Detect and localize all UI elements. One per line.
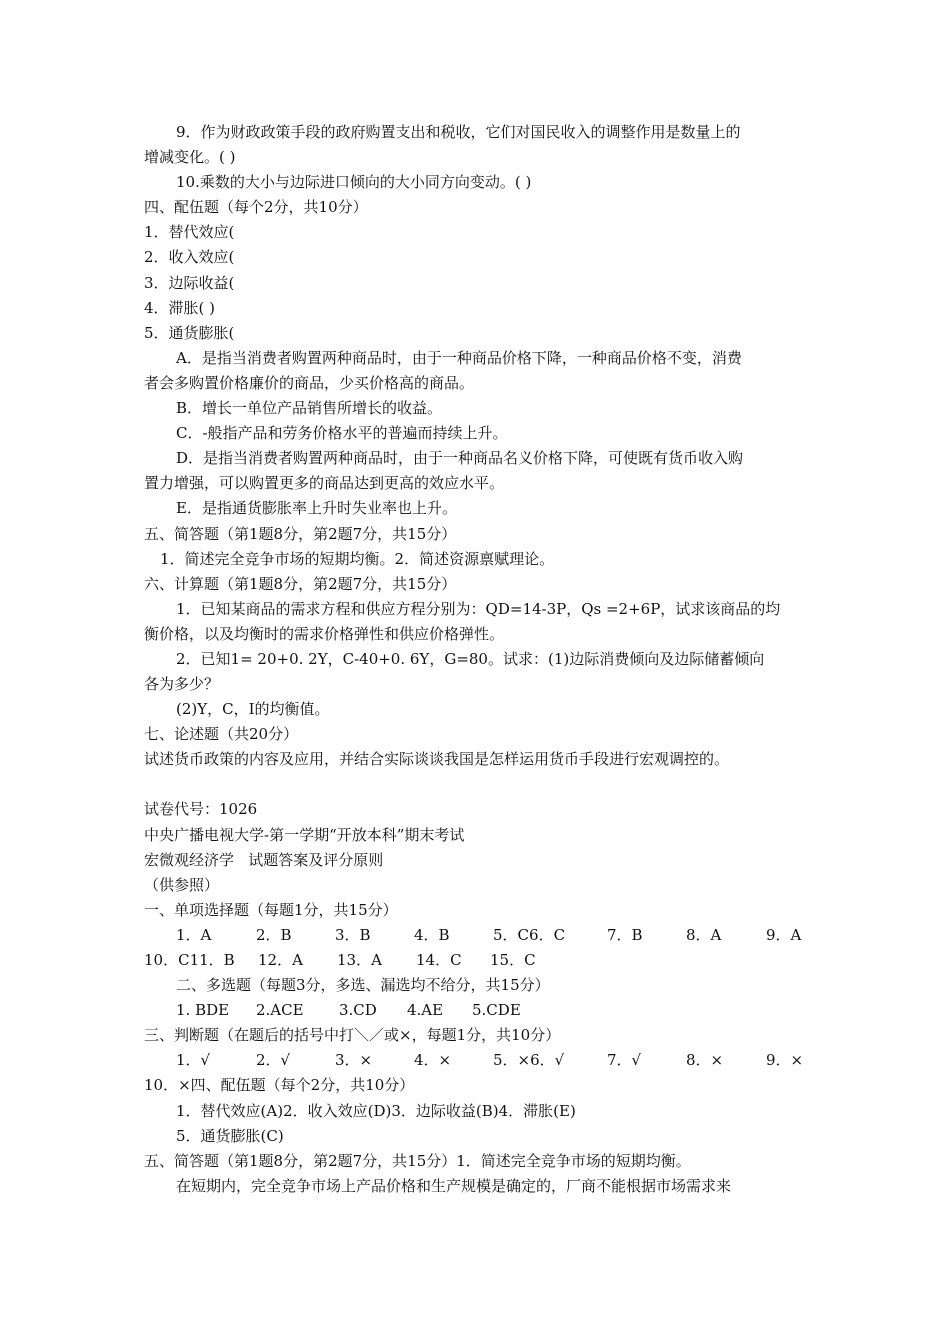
spacer — [144, 772, 810, 797]
section-7-title: 七、论述题（共20分） — [144, 725, 299, 744]
answer-section-1-row-2 — [144, 948, 810, 973]
answer-item: 12．A — [258, 951, 303, 969]
calc-2-line-3: (2)Y，C，I的均衡值。 — [176, 700, 330, 719]
calc-1-line-2: 衡价格，以及均衡时的需求价格弹性和供应价格弹性。 — [144, 624, 505, 643]
calc-2-line-2: 各为多少？ — [144, 675, 220, 694]
question-9-line-1: 9．作为财政政策手段的政府购置支出和税收，它们对国民收入的调整作用是数量上的 — [176, 123, 741, 141]
option-c: C．-般指产品和劳务价格水平的普遍而持续上升。 — [176, 424, 508, 443]
essay-question: 试述货币政策的内容及应用，并结合实际谈谈我国是怎样运用货币手段进行宏观调控的。 — [144, 750, 730, 769]
answer-item: 10．C11．B — [144, 951, 235, 969]
answer-section-1-title: 一、单项选择题（每题1分，共15分） — [144, 900, 398, 919]
answer-item: 2.ACE — [256, 1001, 304, 1020]
exam-title: 中央广播电视大学-第一学期“开放本科”期末考试 — [144, 825, 465, 844]
section-4-title: 四、配伍题（每个2分，共10分） — [144, 198, 368, 217]
answer-section-2-title: 二、多选题（每题3分，多选、漏选均不给分，共15分） — [176, 976, 550, 995]
option-b: B．增长一单位产品销售所增长的收益。 — [176, 399, 443, 418]
section-6-title: 六、计算题（第1题8分，第2题7分，共15分） — [144, 574, 457, 593]
answer-item: 2．B — [256, 925, 292, 944]
answer-item: 3.CD — [339, 1001, 377, 1020]
answer-section-3-row-1 — [144, 1048, 810, 1073]
option-d-line-2: 置力增强，可以购置更多的商品达到更高的效应水平。 — [144, 474, 505, 493]
answer-item: 9．× — [766, 1051, 804, 1070]
answer-section-5-title: 五、简答题（第1题8分，第2题7分，共15分）1．简述完全竞争市场的短期均衡。 — [144, 1151, 691, 1170]
answer-section-4-row-1: 1．替代效应(A)2．收入效应(D)3．边际收益(B)4．滞胀(E) — [176, 1101, 576, 1120]
answer-item: 9．A — [766, 925, 802, 944]
answer-item: 14．C — [416, 951, 462, 969]
answer-item: 1. BDE — [176, 1001, 230, 1020]
answer-section-4-row-2: 5．通货膨胀(C) — [176, 1126, 284, 1145]
paper-code: 试卷代号：1026 — [144, 800, 258, 819]
answer-item: 1．√ — [176, 1051, 211, 1070]
match-item-4: 4．滞胀( ) — [144, 298, 216, 317]
answer-subject: 宏微观经济学 试题答案及评分原则 — [144, 850, 384, 869]
answer-item: 7．√ — [607, 1051, 642, 1070]
answer-section-2-row — [144, 998, 810, 1023]
answer-item: 4．× — [414, 1051, 452, 1070]
answer-item: 4.AE — [407, 1001, 444, 1020]
match-item-3: 3．边际收益( — [144, 273, 235, 292]
calc-1-line-1: 1．已知某商品的需求方程和供应方程分别为：QD=14-3P，Qs =2+6P，试求该商品的均 — [176, 599, 781, 618]
reference-note: （供参照） — [144, 875, 220, 894]
section-5-title: 五、简答题（第1题8分，第2题7分，共15分） — [144, 524, 457, 543]
option-e: E．是指通货膨胀率上升时失业率也上升。 — [176, 499, 457, 518]
answer-item: 8．× — [686, 1051, 724, 1070]
calc-2-line-1: 2．已知1= 20+0. 2Y，C-40+0. 6Y，G=80。试求：(1)边际消费倾向及边际储蓄倾向 — [176, 649, 765, 668]
question-10: 10.乘数的大小与边际进口倾向的大小同方向变动。( ) — [176, 173, 532, 192]
answer-section-3-row-2: 10．×四、配伍题（每个2分，共10分） — [144, 1076, 415, 1095]
answer-item: 8．A — [686, 925, 722, 944]
option-d-line-1: D．是指当消费者购置两种商品时，由于一种商品名义价格下降，可使既有货币收入购 — [176, 449, 744, 468]
answer-item: 3．B — [335, 925, 371, 944]
answer-item: 3．× — [335, 1051, 373, 1070]
answer-section-1-row-1 — [144, 923, 810, 948]
answer-item: 5.CDE — [472, 1001, 521, 1020]
answer-item: 4．B — [414, 925, 450, 944]
answer-item: 5．×6．√ — [493, 1051, 565, 1070]
option-a-line-1: A．是指当消费者购置两种商品时，由于一种商品价格下降，一种商品价格不变，消费 — [176, 348, 742, 367]
answer-item: 5．C6．C — [493, 925, 566, 944]
match-item-2: 2．收入效应( — [144, 248, 235, 267]
option-a-line-2: 者会多购置价格廉价的商品，少买价格高的商品。 — [144, 373, 475, 392]
answer-section-5-body: 在短期内，完全竞争市场上产品价格和生产规模是确定的，厂商不能根据市场需求来 — [176, 1176, 732, 1195]
match-item-5: 5．通货膨胀( — [144, 323, 235, 342]
answer-item: 15．C — [490, 951, 536, 969]
document-page — [144, 120, 810, 1199]
answer-section-3-title: 三、判断题（在题后的括号中打＼／或×，每题1分，共10分） — [144, 1026, 561, 1045]
answer-item: 2．√ — [256, 1051, 291, 1070]
question-9-line-2: 增减变化。( ) — [144, 148, 236, 167]
section-5-questions: 1．简述完全竞争市场的短期均衡。2．简述资源禀赋理论。 — [160, 549, 555, 568]
answer-item: 7．B — [607, 925, 643, 944]
answer-item: 13．A — [337, 951, 382, 969]
match-item-1: 1．替代效应( — [144, 223, 235, 242]
answer-item: 1．A — [176, 925, 212, 944]
